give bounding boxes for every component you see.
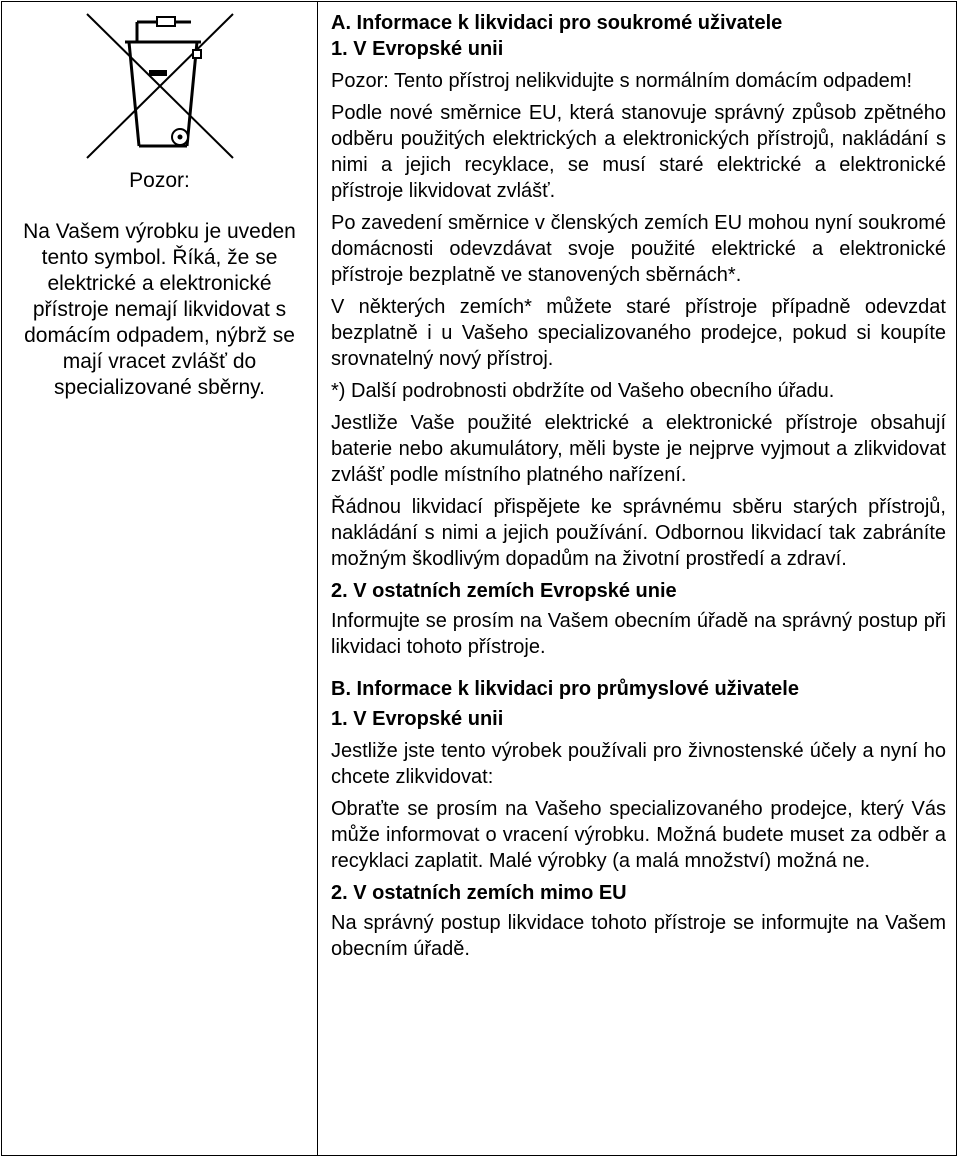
crossed-out-wheeled-bin-icon <box>79 10 239 162</box>
paragraph: Obraťte se prosím na Vašeho specializovaného prodejce, který Vás může informovat o vracení výrobku. Možná budete muset za odběr a recyklaci zaplatit. Malé výrobky (a malá množství) možná ne. <box>331 798 946 872</box>
document-frame <box>1 1 957 1156</box>
section-b-heading: B. Informace k likvidaci pro průmyslové uživatele <box>331 678 799 700</box>
section-b-sub1-heading: 1. V Evropské unii <box>331 708 504 730</box>
warning-title: Pozor: <box>129 169 190 192</box>
section-a-heading: A. Informace k likvidaci pro soukromé uživatele <box>331 12 783 34</box>
paragraph: Na správný postup likvidace tohoto přístroje se informujte na Vašem obecním úřadě. <box>331 912 946 960</box>
sidebar <box>2 2 318 1155</box>
paragraph: Podle nové směrnice EU, která stanovuje správný způsob zpětného odběru použitých elektrických a elektronických přístrojů, nakládání s nimi a jejich recyklace, se musí staré elektrické a elektronické přístroje likvidovat zvlášť. <box>331 102 946 202</box>
paragraph: Jestliže jste tento výrobek používali pro živnostenské účely a nyní ho chcete zlikvidovat: <box>331 740 946 788</box>
paragraph: Jestliže Vaše použité elektrické a elektronické přístroje obsahují baterie nebo akumulátory, měli byste je nejprve vyjmout a zlikvidovat zvlášť podle místního platného nařízení. <box>331 412 946 486</box>
paragraph: Pozor: Tento přístroj nelikvidujte s normálním domácím odpadem! <box>331 70 913 92</box>
section-a-sub2-heading: 2. V ostatních zemích Evropské unie <box>331 580 677 602</box>
paragraph: Řádnou likvidací přispějete ke správnému sběru starých přístrojů, nakládání s nimi a jejich používání. Odbornou likvidací tak zabráníte možným škodlivým dopadům na životní prostředí a zdraví. <box>331 496 946 570</box>
paragraph: Informujte se prosím na Vašem obecním úřadě na správný postup při likvidaci tohoto přístroje. <box>331 610 946 658</box>
section-a-sub1-heading: 1. V Evropské unii <box>331 38 504 60</box>
footnote: *) Další podrobnosti obdržíte od Vašeho obecního úřadu. <box>331 380 835 402</box>
paragraph: V některých zemích* můžete staré přístroje případně odevzdat bezplatně i u Vašeho specializovaného prodejce, pokud si koupíte srovnatelný nový přístroj. <box>331 296 946 370</box>
section-b-sub2-heading: 2. V ostatních zemích mimo EU <box>331 882 627 904</box>
paragraph: Po zavedení směrnice v členských zemích EU mohou nyní soukromé domácnosti odevzdávat svoje použité elektrické a elektronické přístroje bezplatně ve stanovených sběrnách*. <box>331 212 946 286</box>
main-content <box>318 2 956 1155</box>
warning-text: Na Vašem výrobku je uveden tento symbol. Říká, že se elektrické a elektronické přístroje nemají likvidovat s domácím odpadem, nýbrž se mají vracet zvlášť do specializované sběrny. <box>23 220 296 399</box>
